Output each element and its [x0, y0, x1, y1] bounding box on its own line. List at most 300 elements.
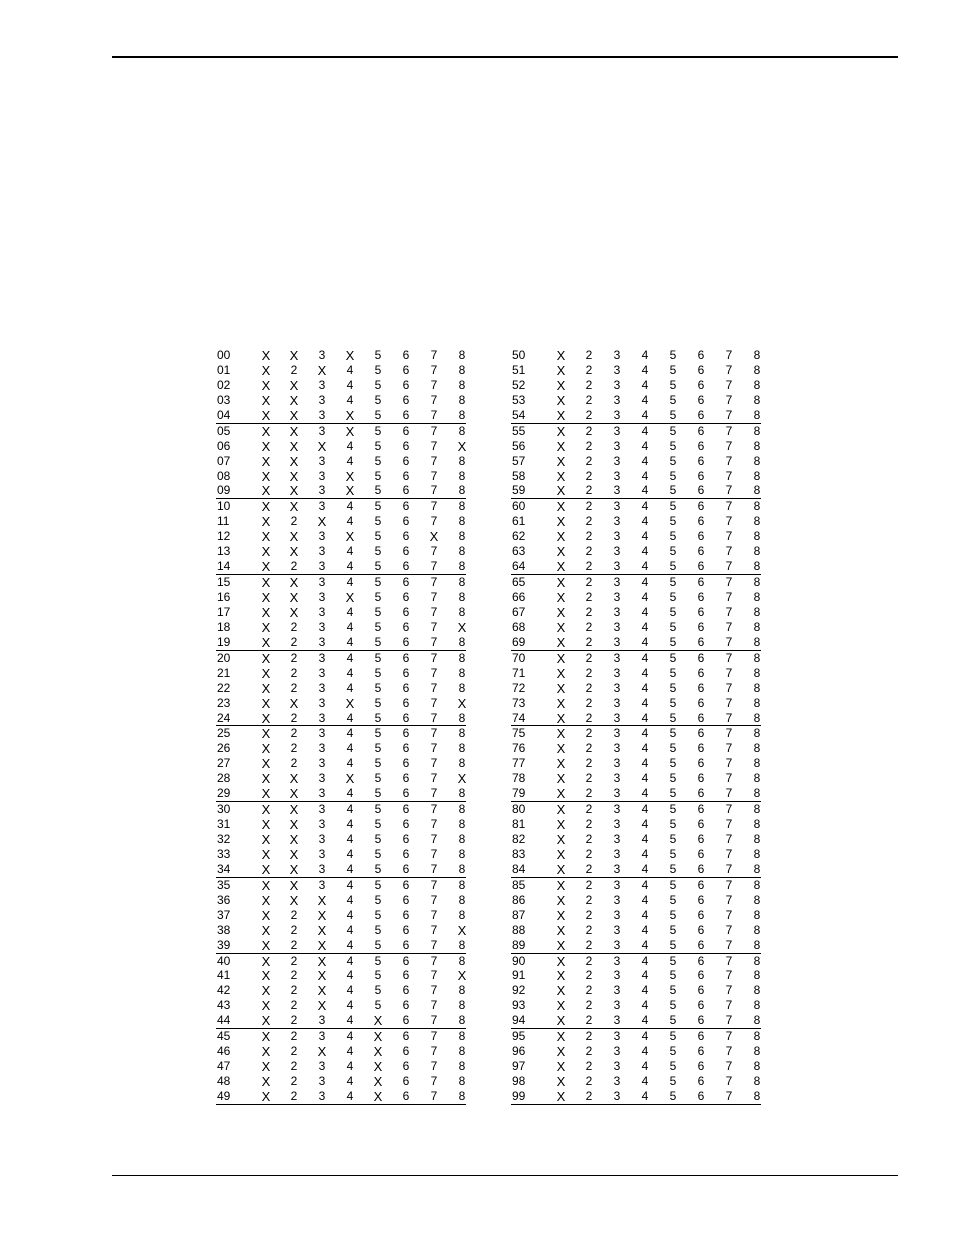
table-cell: 2 [585, 634, 593, 649]
table-cell: 6 [402, 846, 410, 861]
table-cell: 4 [346, 1029, 354, 1044]
marked-cell: X [556, 392, 566, 408]
table-cell: 5 [669, 377, 677, 392]
table-cell: 3 [318, 817, 326, 832]
table-cell: 8 [753, 877, 761, 892]
table-row [511, 741, 761, 756]
table-cell: 2 [290, 922, 298, 937]
marked-cell: X [457, 771, 467, 787]
table-cell: 3 [318, 726, 326, 741]
table-cell: 3 [613, 590, 621, 604]
table-cell: 8 [753, 544, 761, 559]
table-cell: 7 [725, 665, 733, 680]
table-row [216, 439, 466, 454]
table-cell: 3 [613, 665, 621, 680]
marked-cell: X [261, 634, 271, 650]
table-cell: 3 [613, 529, 621, 544]
row-number: 63 [512, 544, 526, 559]
table-row [511, 908, 761, 923]
row-number: 28 [217, 771, 231, 786]
table-cell: 3 [318, 832, 326, 846]
table-cell: 7 [430, 1074, 438, 1088]
table-cell: 5 [669, 362, 677, 377]
table-cell: 6 [402, 529, 410, 544]
table-cell: 6 [402, 1029, 410, 1044]
table-cell: 5 [374, 937, 382, 952]
table-row [216, 983, 466, 998]
table-cell: 8 [753, 695, 761, 710]
marked-cell: X [556, 741, 566, 757]
marked-cell: X [345, 348, 355, 363]
table-cell: 3 [613, 846, 621, 861]
table-cell: 5 [374, 710, 382, 725]
row-number: 87 [512, 907, 526, 922]
table-cell: 4 [641, 407, 649, 422]
table-cell: 7 [725, 634, 733, 649]
table-cell: 3 [318, 1088, 326, 1103]
table-cell: 2 [585, 559, 593, 574]
marked-cell: X [373, 1059, 383, 1075]
table-cell: 6 [697, 619, 705, 634]
row-number: 60 [512, 499, 526, 514]
table-cell: 3 [318, 529, 326, 544]
table-cell: 8 [458, 529, 466, 544]
table-cell: 4 [641, 634, 649, 649]
marked-cell: X [556, 710, 566, 726]
table-cell: 4 [641, 362, 649, 377]
row-number: 03 [217, 392, 231, 407]
table-cell: 7 [725, 348, 733, 362]
marked-cell: X [556, 544, 566, 560]
table-cell: 6 [402, 377, 410, 392]
table-cell: 8 [753, 362, 761, 377]
row-number: 09 [217, 483, 231, 498]
table-cell: 8 [753, 665, 761, 680]
table-cell: 7 [725, 529, 733, 544]
table-cell: 6 [697, 817, 705, 832]
table-cell: 3 [613, 619, 621, 634]
table-cell: 7 [725, 377, 733, 392]
table-cell: 8 [753, 438, 761, 453]
table-cell: 4 [346, 453, 354, 468]
table-cell: 6 [402, 726, 410, 741]
table-cell: 2 [290, 619, 298, 634]
table-row [216, 847, 466, 862]
table-cell: 5 [669, 604, 677, 619]
marked-cell: X [556, 968, 566, 984]
table-cell: 4 [346, 726, 354, 741]
table-row [216, 696, 466, 711]
marked-cell: X [556, 771, 566, 787]
table-cell: 8 [458, 604, 466, 619]
table-cell: 7 [725, 468, 733, 483]
table-cell: 3 [613, 407, 621, 422]
row-number: 13 [217, 544, 231, 559]
table-row [216, 605, 466, 620]
marked-cell: X [289, 846, 299, 862]
table-row [216, 1013, 466, 1029]
table-cell: 4 [641, 377, 649, 392]
table-cell: 4 [346, 741, 354, 756]
table-cell: 8 [753, 1059, 761, 1074]
table-cell: 3 [613, 650, 621, 665]
table-row [511, 1089, 761, 1105]
row-number: 77 [512, 756, 526, 771]
table-cell: 4 [641, 695, 649, 710]
table-cell: 6 [697, 392, 705, 407]
table-cell: 5 [374, 499, 382, 514]
table-cell: 7 [725, 407, 733, 422]
row-number: 74 [512, 710, 526, 725]
table-cell: 3 [318, 348, 326, 362]
table-cell: 3 [613, 892, 621, 907]
table-cell: 6 [402, 968, 410, 983]
table-cell: 5 [374, 514, 382, 529]
marked-cell: X [289, 575, 299, 591]
table-row [511, 1013, 761, 1029]
row-number: 68 [512, 619, 526, 634]
marked-cell: X [556, 817, 566, 833]
marked-cell: X [556, 922, 566, 938]
table-row [216, 771, 466, 786]
table-cell: 6 [697, 953, 705, 968]
table-cell: 5 [669, 468, 677, 483]
table-cell: 8 [753, 604, 761, 619]
marked-cell: X [261, 968, 271, 984]
table-cell: 8 [458, 998, 466, 1013]
table-row [511, 923, 761, 938]
marked-cell: X [556, 650, 566, 666]
marked-cell: X [457, 968, 467, 984]
row-number: 62 [512, 529, 526, 544]
table-cell: 6 [697, 756, 705, 771]
table-row [216, 893, 466, 908]
table-cell: 2 [585, 1059, 593, 1074]
table-cell: 7 [725, 453, 733, 468]
table-cell: 6 [697, 741, 705, 756]
row-number: 95 [512, 1029, 526, 1044]
table-cell: 5 [669, 1029, 677, 1044]
table-cell: 8 [753, 983, 761, 998]
table-cell: 5 [374, 453, 382, 468]
table-cell: 7 [725, 695, 733, 710]
table-cell: 7 [430, 1088, 438, 1103]
marked-cell: X [345, 423, 355, 439]
table-cell: 4 [346, 710, 354, 725]
table-cell: 2 [290, 1044, 298, 1059]
table-cell: 6 [402, 741, 410, 756]
table-cell: 5 [374, 953, 382, 968]
table-cell: 2 [585, 1088, 593, 1103]
table-row [216, 938, 466, 954]
table-cell: 3 [318, 786, 326, 801]
marked-cell: X [261, 741, 271, 757]
table-cell: 7 [725, 1088, 733, 1103]
table-row [511, 605, 761, 620]
table-cell: 7 [725, 1059, 733, 1074]
table-cell: 5 [669, 634, 677, 649]
table-cell: 7 [430, 998, 438, 1013]
row-number: 52 [512, 377, 526, 392]
marked-cell: X [261, 362, 271, 378]
table-cell: 5 [374, 559, 382, 574]
table-cell: 3 [318, 634, 326, 649]
table-cell: 2 [585, 575, 593, 590]
table-cell: 8 [753, 650, 761, 665]
row-number: 26 [217, 741, 231, 756]
table-cell: 3 [318, 1029, 326, 1044]
table-cell: 8 [458, 453, 466, 468]
table-cell: 3 [318, 392, 326, 407]
table-row [216, 817, 466, 832]
table-cell: 3 [318, 1059, 326, 1074]
marked-cell: X [556, 1013, 566, 1029]
table-cell: 8 [753, 1074, 761, 1088]
table-cell: 4 [346, 1013, 354, 1028]
table-cell: 6 [402, 362, 410, 377]
row-number: 04 [217, 407, 231, 422]
marked-cell: X [289, 861, 299, 877]
row-number: 56 [512, 438, 526, 453]
row-number: 18 [217, 619, 231, 634]
table-cell: 4 [641, 559, 649, 574]
table-row [216, 469, 466, 484]
table-cell: 3 [613, 937, 621, 952]
table-cell: 6 [697, 1044, 705, 1059]
marked-cell: X [429, 529, 439, 545]
table-cell: 2 [585, 695, 593, 710]
table-cell: 3 [613, 741, 621, 756]
table-cell: 8 [458, 907, 466, 922]
row-number: 81 [512, 817, 526, 832]
table-cell: 3 [318, 377, 326, 392]
table-cell: 5 [669, 1013, 677, 1028]
table-cell: 7 [725, 817, 733, 832]
table-cell: 8 [458, 483, 466, 498]
table-cell: 4 [641, 998, 649, 1013]
table-cell: 2 [290, 1029, 298, 1044]
table-cell: 5 [669, 529, 677, 544]
marked-cell: X [289, 771, 299, 787]
table-cell: 2 [585, 741, 593, 756]
table-cell: 6 [402, 453, 410, 468]
table-cell: 4 [641, 1013, 649, 1028]
table-cell: 8 [458, 953, 466, 968]
table-cell: 3 [318, 771, 326, 786]
table-cell: 6 [697, 529, 705, 544]
marked-cell: X [261, 1029, 271, 1045]
table-cell: 5 [374, 619, 382, 634]
row-number: 41 [217, 968, 231, 983]
table-row [511, 771, 761, 786]
table-cell: 3 [613, 575, 621, 590]
table-cell: 5 [374, 998, 382, 1013]
table-cell: 6 [402, 514, 410, 529]
table-cell: 2 [290, 983, 298, 998]
row-number: 11 [217, 514, 230, 529]
table-cell: 5 [374, 877, 382, 892]
table-cell: 4 [641, 968, 649, 983]
table-cell: 5 [669, 998, 677, 1013]
table-cell: 5 [374, 590, 382, 604]
table-cell: 4 [641, 802, 649, 817]
marked-cell: X [556, 514, 566, 530]
table-cell: 4 [641, 650, 649, 665]
table-row [511, 651, 761, 666]
marked-cell: X [261, 832, 271, 847]
table-cell: 3 [613, 983, 621, 998]
row-number: 98 [512, 1074, 526, 1088]
table-cell: 8 [458, 468, 466, 483]
table-cell: 2 [585, 832, 593, 846]
table-row [216, 363, 466, 378]
table-cell: 7 [725, 680, 733, 695]
table-cell: 3 [318, 695, 326, 710]
row-number: 71 [512, 665, 526, 680]
table-cell: 6 [402, 877, 410, 892]
table-cell: 7 [725, 756, 733, 771]
table-cell: 3 [613, 1059, 621, 1074]
table-cell: 4 [641, 983, 649, 998]
table-cell: 7 [725, 483, 733, 498]
marked-cell: X [289, 604, 299, 620]
table-cell: 5 [669, 407, 677, 422]
table-cell: 4 [641, 846, 649, 861]
table-cell: 7 [430, 499, 438, 514]
table-row [511, 590, 761, 605]
table-cell: 8 [753, 771, 761, 786]
table-cell: 8 [458, 377, 466, 392]
marked-cell: X [317, 907, 327, 923]
table-cell: 7 [725, 741, 733, 756]
table-cell: 6 [402, 604, 410, 619]
table-cell: 7 [725, 922, 733, 937]
table-cell: 5 [669, 861, 677, 876]
table-cell: 8 [753, 937, 761, 952]
table-cell: 5 [669, 771, 677, 786]
table-cell: 6 [697, 483, 705, 498]
table-cell: 2 [290, 998, 298, 1013]
marked-cell: X [261, 468, 271, 484]
table-cell: 7 [725, 786, 733, 801]
table-cell: 3 [318, 1074, 326, 1088]
row-number: 21 [217, 665, 231, 680]
table-row [511, 424, 761, 439]
marked-cell: X [289, 590, 299, 605]
table-cell: 3 [613, 968, 621, 983]
table-cell: 8 [458, 1059, 466, 1074]
marked-cell: X [556, 907, 566, 923]
table-cell: 8 [458, 817, 466, 832]
row-number: 32 [217, 832, 231, 846]
table-row [511, 938, 761, 954]
table-cell: 4 [641, 786, 649, 801]
marked-cell: X [261, 771, 271, 787]
table-cell: 4 [346, 544, 354, 559]
marked-cell: X [289, 483, 299, 499]
table-cell: 6 [697, 590, 705, 604]
marked-cell: X [261, 998, 271, 1014]
marked-cell: X [556, 1044, 566, 1060]
table-cell: 7 [430, 802, 438, 817]
table-cell: 3 [318, 665, 326, 680]
table-cell: 3 [318, 604, 326, 619]
table-cell: 3 [613, 468, 621, 483]
table-cell: 6 [402, 665, 410, 680]
row-number: 12 [217, 529, 231, 544]
table-cell: 4 [346, 499, 354, 514]
table-cell: 4 [641, 665, 649, 680]
table-cell: 5 [669, 817, 677, 832]
table-cell: 5 [669, 680, 677, 695]
table-cell: 3 [318, 423, 326, 438]
table-cell: 6 [697, 544, 705, 559]
table-row [216, 620, 466, 635]
table-row [216, 348, 466, 363]
table-cell: 4 [641, 726, 649, 741]
table-cell: 7 [725, 846, 733, 861]
table-row [511, 817, 761, 832]
marked-cell: X [345, 695, 355, 711]
table-cell: 3 [613, 802, 621, 817]
table-cell: 5 [669, 695, 677, 710]
marked-cell: X [556, 604, 566, 620]
table-cell: 4 [641, 922, 649, 937]
table-cell: 4 [346, 559, 354, 574]
table-cell: 3 [613, 695, 621, 710]
marked-cell: X [261, 1013, 271, 1029]
table-row [216, 878, 466, 893]
table-cell: 3 [318, 468, 326, 483]
table-cell: 6 [402, 1059, 410, 1074]
table-cell: 2 [585, 544, 593, 559]
marked-cell: X [373, 1074, 383, 1089]
row-number: 02 [217, 377, 231, 392]
table-row [511, 408, 761, 424]
marked-cell: X [261, 710, 271, 726]
marked-cell: X [261, 786, 271, 802]
marked-cell: X [261, 377, 271, 393]
table-cell: 2 [585, 650, 593, 665]
table-cell: 6 [697, 680, 705, 695]
table-cell: 4 [641, 1074, 649, 1088]
marked-cell: X [373, 1013, 383, 1029]
table-cell: 3 [613, 998, 621, 1013]
table-row [511, 469, 761, 484]
table-cell: 8 [753, 846, 761, 861]
row-number: 29 [217, 786, 231, 801]
table-cell: 3 [318, 1013, 326, 1028]
table-cell: 5 [374, 861, 382, 876]
table-cell: 2 [585, 968, 593, 983]
table-cell: 3 [613, 771, 621, 786]
table-row [216, 923, 466, 938]
marked-cell: X [289, 407, 299, 423]
table-cell: 2 [585, 907, 593, 922]
table-cell: 7 [430, 695, 438, 710]
left-code-table [216, 348, 466, 1105]
table-cell: 8 [753, 634, 761, 649]
table-cell: 3 [613, 499, 621, 514]
row-number: 16 [217, 590, 231, 604]
table-cell: 8 [753, 483, 761, 498]
table-row [511, 786, 761, 802]
table-cell: 4 [641, 953, 649, 968]
marked-cell: X [289, 786, 299, 802]
table-cell: 8 [753, 392, 761, 407]
table-cell: 7 [430, 514, 438, 529]
table-cell: 6 [697, 937, 705, 952]
